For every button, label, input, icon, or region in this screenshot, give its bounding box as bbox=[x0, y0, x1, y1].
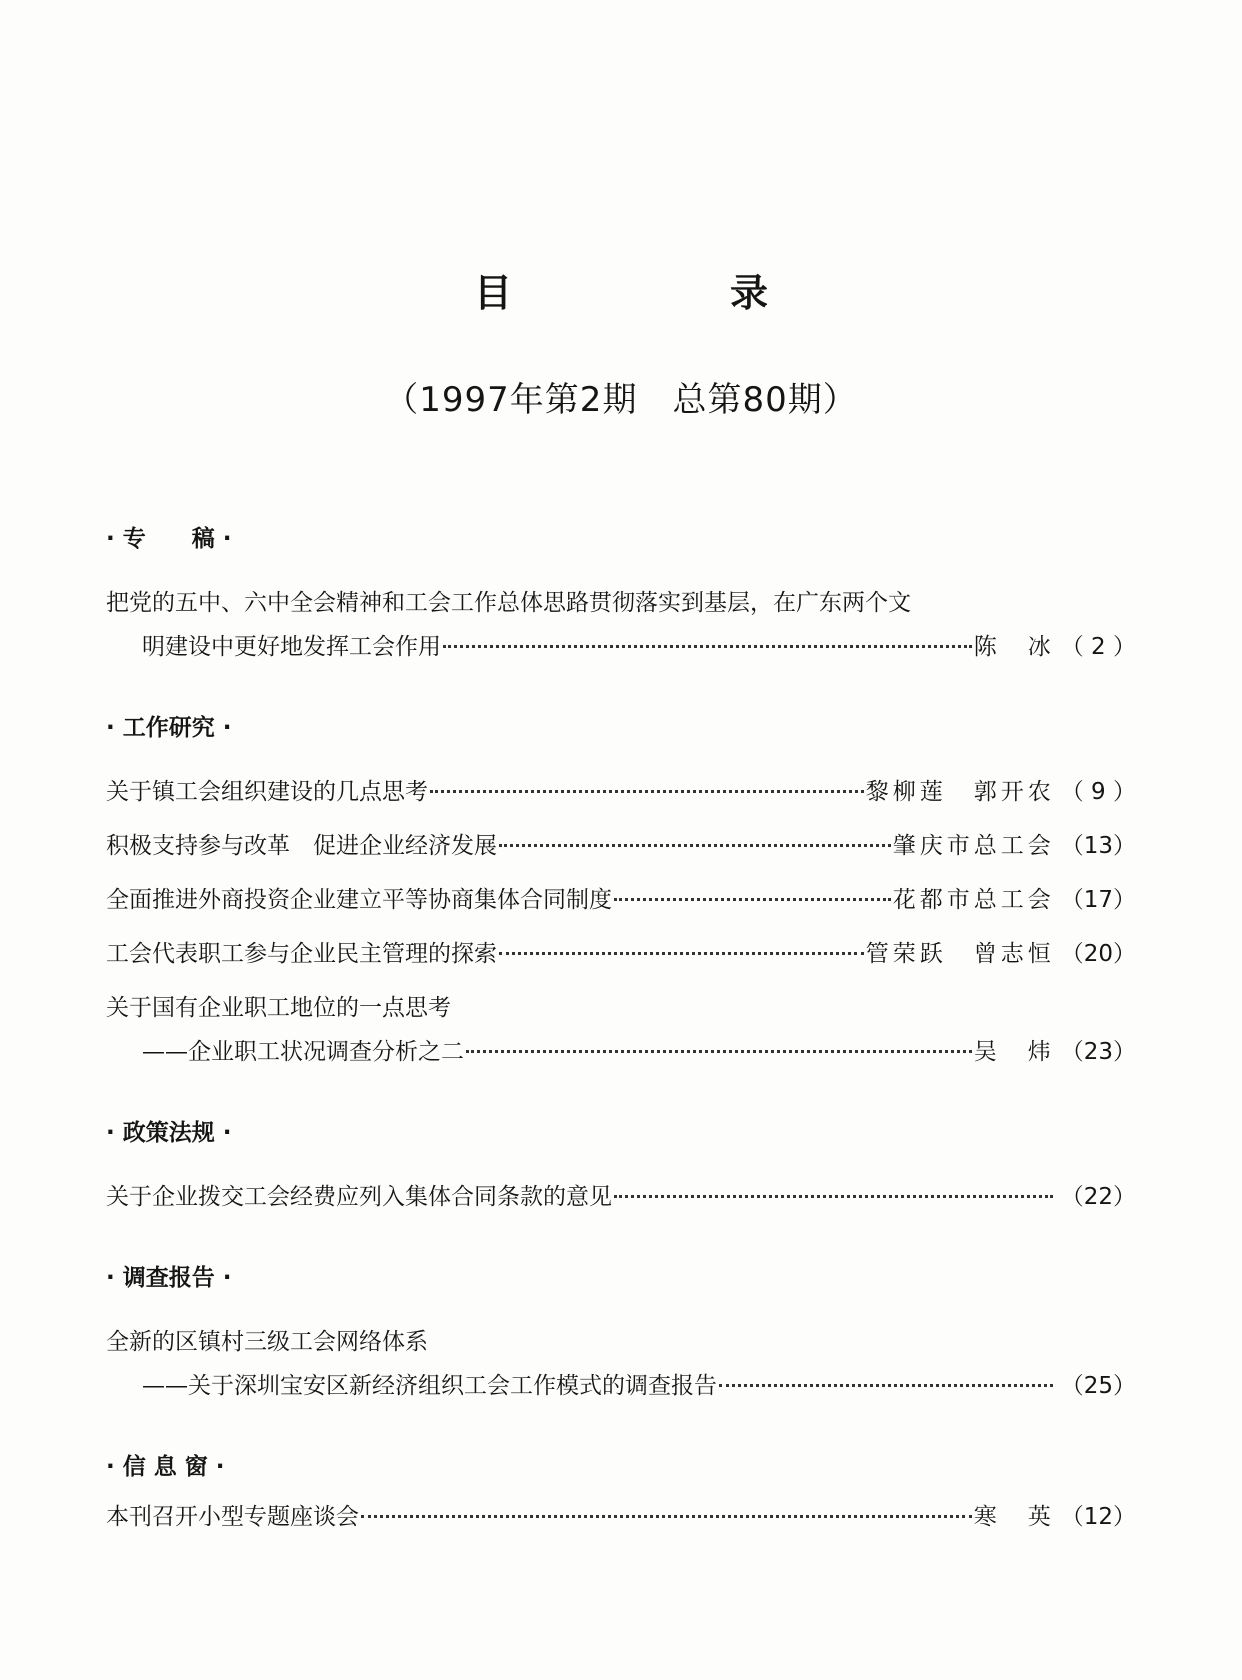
dot-leader bbox=[499, 844, 891, 847]
toc-entry[interactable] bbox=[106, 1495, 1136, 1539]
table-of-contents bbox=[106, 520, 1136, 1579]
entry-author: 花都市总工会 bbox=[892, 887, 1055, 913]
dot-leader bbox=[614, 1195, 1053, 1198]
entry-title-continued: 明建设中更好地发挥工会作用 bbox=[142, 634, 441, 660]
entry-title: 本刊召开小型专题座谈会 bbox=[106, 1504, 359, 1530]
entry-author: 管荣跃 曾志恒 bbox=[865, 941, 1055, 967]
entry-title: 全面推进外商投资企业建立平等协商集体合同制度 bbox=[106, 887, 612, 913]
dot-leader bbox=[430, 790, 864, 793]
section-survey-reports bbox=[106, 1259, 1136, 1408]
section-heading: · 政策法规 · bbox=[106, 1120, 232, 1146]
toc-entry[interactable] bbox=[106, 770, 1136, 814]
toc-entry[interactable] bbox=[106, 878, 1136, 922]
dot-leader bbox=[719, 1384, 1053, 1387]
dot-leader bbox=[614, 898, 891, 901]
entry-page: （ 9 ） bbox=[1060, 779, 1136, 805]
section-work-research bbox=[106, 709, 1136, 1074]
section-heading: · 专 稿 · bbox=[106, 526, 232, 552]
section-heading: · 调查报告 · bbox=[106, 1265, 232, 1291]
dot-leader bbox=[361, 1515, 972, 1518]
dot-leader bbox=[499, 952, 864, 955]
issue-subtitle: （1997年第2期 总第80期） bbox=[384, 380, 858, 420]
dot-leader bbox=[466, 1050, 972, 1053]
section-policies bbox=[106, 1114, 1136, 1219]
section-special-articles bbox=[106, 520, 1136, 669]
entry-page: （20） bbox=[1060, 941, 1136, 967]
toc-entry[interactable] bbox=[106, 581, 1136, 669]
section-heading: · 信 息 窗 · bbox=[106, 1454, 225, 1480]
entry-title-continued: ——企业职工状况调查分析之二 bbox=[142, 1039, 464, 1065]
entry-page: （17） bbox=[1060, 887, 1136, 913]
entry-author: 吴 炜 bbox=[973, 1039, 1055, 1065]
section-heading: · 工作研究 · bbox=[106, 715, 232, 741]
entry-author: 肇庆市总工会 bbox=[892, 833, 1055, 859]
section-info-window bbox=[106, 1448, 1136, 1539]
entry-title: 关于镇工会组织建设的几点思考 bbox=[106, 779, 428, 805]
toc-entry[interactable] bbox=[106, 1320, 1136, 1408]
entry-page: （ 2 ） bbox=[1060, 634, 1136, 660]
entry-title: 关于企业拨交工会经费应列入集体合同条款的意见 bbox=[106, 1184, 612, 1210]
entry-page: （22） bbox=[1060, 1184, 1136, 1210]
entry-author: 寒 英 bbox=[973, 1504, 1055, 1530]
toc-entry[interactable] bbox=[106, 932, 1136, 976]
entry-author: 陈 冰 bbox=[973, 634, 1055, 660]
entry-title: 关于国有企业职工地位的一点思考 bbox=[106, 995, 451, 1021]
toc-entry[interactable] bbox=[106, 986, 1136, 1074]
entry-title: 把党的五中、六中全会精神和工会工作总体思路贯彻落实到基层，在广东两个文 bbox=[106, 590, 911, 616]
entry-page: （25） bbox=[1060, 1373, 1136, 1399]
entry-page: （23） bbox=[1060, 1039, 1136, 1065]
entry-page: （12） bbox=[1060, 1504, 1136, 1530]
entry-page: （13） bbox=[1060, 833, 1136, 859]
dot-leader bbox=[443, 645, 972, 648]
toc-entry[interactable] bbox=[106, 824, 1136, 868]
page-title: 目 录 bbox=[473, 271, 858, 315]
entry-title: 全新的区镇村三级工会网络体系 bbox=[106, 1329, 428, 1355]
entry-author: 黎柳莲 郭开农 bbox=[865, 779, 1055, 805]
entry-title: 积极支持参与改革 促进企业经济发展 bbox=[106, 833, 497, 859]
entry-title-continued: ——关于深圳宝安区新经济组织工会工作模式的调查报告 bbox=[142, 1373, 717, 1399]
entry-title: 工会代表职工参与企业民主管理的探索 bbox=[106, 941, 497, 967]
toc-entry[interactable] bbox=[106, 1175, 1136, 1219]
